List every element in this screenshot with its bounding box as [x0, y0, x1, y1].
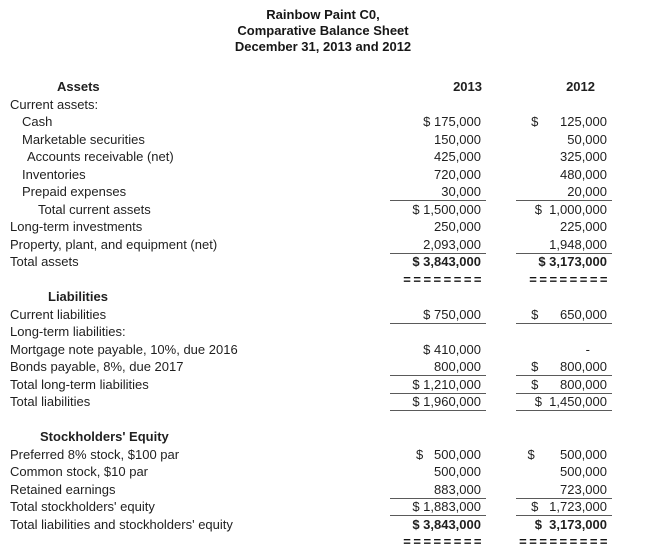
- amount-2013: 720,000: [434, 166, 481, 182]
- double-rule-2012: ========: [529, 271, 610, 287]
- section-heading-row-equity: [0, 428, 612, 446]
- row-label: Mortgage note payable, 10%, due 2016: [10, 341, 238, 357]
- row-accounts-receivable: [0, 148, 612, 166]
- amount-2012: 20,000: [516, 183, 612, 201]
- row-long-term-investments: [0, 218, 612, 236]
- column-gap: [486, 341, 516, 359]
- amount-2013: [390, 323, 486, 341]
- row-label: Property, plant, and equipment (net): [10, 236, 218, 252]
- amount-2012: 325,000: [560, 149, 607, 164]
- amount-2012: [516, 323, 612, 341]
- amount-2012: -: [585, 341, 590, 357]
- table-header-row: [0, 78, 612, 96]
- amount-2012: 1,948,000: [516, 236, 612, 254]
- column-gap: [486, 376, 516, 394]
- column-gap: [486, 393, 516, 411]
- empty-cell: [390, 288, 486, 306]
- row-final-double-rule: [0, 533, 612, 551]
- row-marketable-securities: [0, 131, 612, 149]
- row-label: Total liabilities: [10, 394, 91, 409]
- row-preferred-stock: [0, 446, 612, 464]
- row-label: Total current assets: [38, 201, 151, 217]
- row-label: Long-term liabilities:: [10, 324, 126, 339]
- row-total-assets: [0, 253, 612, 271]
- document-title: [0, 7, 646, 55]
- column-gap: [486, 271, 516, 289]
- column-gap: [486, 498, 516, 516]
- empty-cell: [390, 428, 486, 446]
- amount-2013: $ 750,000: [390, 306, 486, 324]
- column-gap: [486, 218, 516, 236]
- amount-2013: $ 3,843,000: [412, 254, 481, 269]
- amount-2013: 500,000: [434, 464, 481, 479]
- row-label: Total liabilities and stockholders' equity: [10, 516, 233, 532]
- row-prepaid-expenses: [0, 183, 612, 201]
- row-label: Common stock, $10 par: [10, 464, 149, 479]
- row-total-current-assets: [0, 201, 612, 219]
- column-gap: [486, 446, 516, 464]
- section-heading-row-liabilities: [0, 288, 612, 306]
- row-label: Total long-term liabilities: [10, 376, 149, 392]
- row-current-liabilities: [0, 306, 612, 324]
- amount-2013: 800,000: [390, 358, 486, 376]
- amount-2013: 425,000: [434, 149, 481, 164]
- row-label: Cash: [22, 114, 53, 129]
- amount-2012: [516, 96, 612, 114]
- column-gap: [486, 78, 516, 96]
- amount-2013: $ 1,883,000: [390, 498, 486, 516]
- amount-2013: $ 3,843,000: [412, 516, 481, 532]
- amount-2012: $ 125,000: [531, 114, 607, 129]
- section-heading-assets: Assets: [57, 79, 100, 94]
- amount-2012: $ 1,000,000: [534, 201, 607, 217]
- row-common-stock: [0, 463, 612, 481]
- amount-2012: $ 650,000: [516, 306, 612, 324]
- row-label: Prepaid expenses: [22, 184, 127, 199]
- column-gap: [486, 288, 516, 306]
- amount-2012: 225,000: [560, 219, 607, 234]
- row-bonds-payable: [0, 358, 612, 376]
- balance-sheet-table: [0, 78, 646, 551]
- column-header-2012: 2012: [566, 79, 595, 94]
- amount-2012: $ 3,173,000: [534, 516, 607, 532]
- amount-2013: $ 175,000: [423, 114, 481, 129]
- row-current-assets: [0, 96, 612, 114]
- amount-2013: $ 1,960,000: [390, 393, 486, 411]
- row-total-liabilities: [0, 393, 612, 411]
- amount-2012: $ 500,000: [527, 446, 607, 462]
- row-label: Total assets: [10, 254, 79, 269]
- column-gap: [486, 463, 516, 481]
- empty-cell: [516, 428, 612, 446]
- row-label: [0, 271, 390, 289]
- row-total-assets-double-rule: [0, 271, 612, 289]
- row-label: [0, 533, 390, 551]
- section-heading-liabilities: Liabilities: [48, 289, 108, 304]
- column-gap: [486, 236, 516, 254]
- title-statement: Comparative Balance Sheet: [237, 23, 409, 38]
- column-gap: [486, 131, 516, 149]
- amount-2013: $ 1,210,000: [390, 376, 486, 394]
- amount-2013: $ 410,000: [423, 341, 481, 357]
- amount-2012: 723,000: [516, 481, 612, 499]
- amount-2012: 50,000: [567, 131, 607, 147]
- row-label: Current assets:: [10, 96, 99, 112]
- row-label: Preferred 8% stock, $100 par: [10, 446, 180, 462]
- column-gap: [486, 166, 516, 184]
- column-gap: [486, 481, 516, 499]
- amount-2013: 883,000: [390, 481, 486, 499]
- row-mortgage-note-payable: [0, 341, 612, 359]
- amount-2013: 150,000: [434, 131, 481, 147]
- row-property-plant-equipment: [0, 236, 612, 254]
- column-gap: [486, 358, 516, 376]
- amount-2012: $ 3,173,000: [538, 254, 607, 269]
- row-total-liabilities-and-equity: [0, 516, 612, 534]
- column-gap: [486, 428, 516, 446]
- double-rule-2013: ========: [403, 534, 484, 549]
- column-gap: [486, 516, 516, 534]
- row-retained-earnings: [0, 481, 612, 499]
- amount-2013: 2,093,000: [390, 236, 486, 254]
- row-label: Retained earnings: [10, 481, 116, 497]
- row-label: Marketable securities: [22, 131, 145, 147]
- title-company: Rainbow Paint C0,: [266, 7, 380, 22]
- amount-2012: $ 800,000: [516, 358, 612, 376]
- row-total-long-term-liabilities: [0, 376, 612, 394]
- amount-2013: $ 1,500,000: [412, 201, 481, 217]
- row-label: Total stockholders' equity: [10, 499, 155, 514]
- section-heading-equity: Stockholders' Equity: [40, 429, 169, 444]
- column-gap: [486, 96, 516, 114]
- amount-2012: $ 1,723,000: [516, 498, 612, 516]
- amount-2013: [390, 96, 486, 114]
- double-rule-2012: =========: [519, 534, 610, 549]
- row-inventories: [0, 166, 612, 184]
- column-gap: [486, 253, 516, 271]
- row-total-stockholders-equity: [0, 498, 612, 516]
- section-spacer: [0, 411, 612, 429]
- amount-2012: 480,000: [560, 166, 607, 182]
- amount-2013: $ 500,000: [415, 446, 481, 462]
- amount-2013: 250,000: [434, 219, 481, 234]
- empty-cell: [516, 288, 612, 306]
- column-gap: [486, 201, 516, 219]
- column-header-2013: 2013: [453, 79, 482, 94]
- double-rule-2013: ========: [403, 271, 484, 287]
- title-date: December 31, 2013 and 2012: [234, 39, 412, 54]
- amount-2012: $ 800,000: [516, 376, 612, 394]
- row-label: Long-term investments: [10, 219, 143, 234]
- column-gap: [486, 113, 516, 131]
- row-long-term-liabilities-label: [0, 323, 612, 341]
- row-label: Current liabilities: [10, 306, 107, 322]
- column-gap: [486, 148, 516, 166]
- column-gap: [486, 533, 516, 551]
- row-label: Accounts receivable (net): [27, 149, 174, 164]
- column-gap: [486, 306, 516, 324]
- amount-2012: $ 1,450,000: [516, 393, 612, 411]
- amount-2012: 500,000: [560, 464, 607, 479]
- column-gap: [486, 183, 516, 201]
- row-cash: [0, 113, 612, 131]
- column-gap: [486, 323, 516, 341]
- amount-2013: 30,000: [390, 183, 486, 201]
- row-label: Inventories: [22, 166, 86, 182]
- row-label: Bonds payable, 8%, due 2017: [10, 359, 184, 374]
